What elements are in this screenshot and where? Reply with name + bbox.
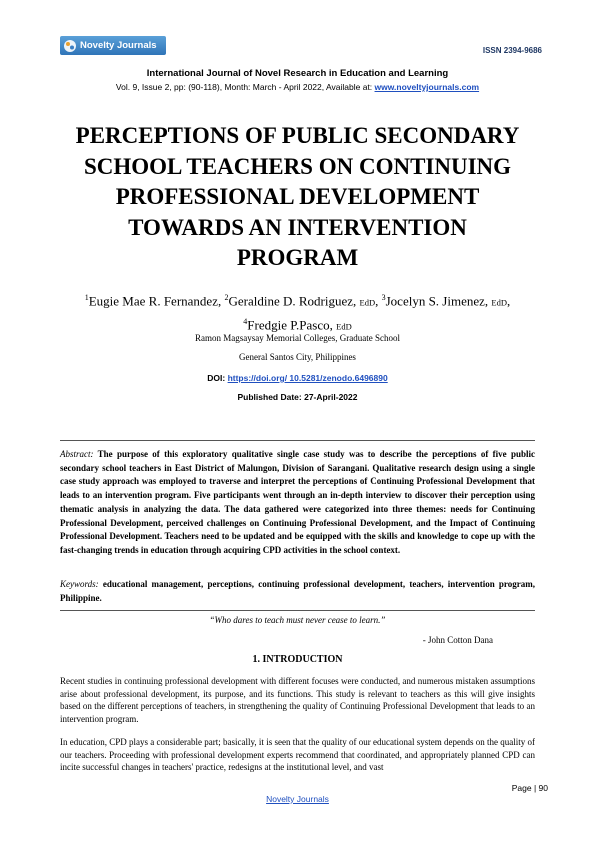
volume-info [0,82,595,92]
author-degree: EdD [336,321,352,332]
affiliation-institution: Ramon Magsaysay Memorial Colleges, Graduate School [195,333,400,343]
doi-label: DOI: [207,373,228,383]
title-line: PROFESSIONAL DEVELOPMENT [115,184,480,209]
paper-title [60,121,535,274]
author-list [60,288,535,337]
title-line: PERCEPTIONS OF PUBLIC SECONDARY [75,123,520,148]
issn-number: ISSN 2394-9686 [482,46,542,55]
abstract [60,448,535,558]
logo-text: Novelty Journals [80,40,157,51]
author-affiliation-mark: 3 [381,293,386,302]
epigraph-quote: “Who dares to teach must never cease to learn.” [209,615,386,625]
doi-link[interactable]: https://doi.org/ 10.5281/zenodo.6496890 [227,373,388,383]
abstract-text: The purpose of this exploratory qualitative single case study was to describe the perceptions of five public secondary school teachers in East District of Malungon, Division of Sarangani. Qualitative research design using a single case study approach was employed to traverse and interpret the perceptions of Continuing Professional Development that leads to an intervention program. Five participants went through an in-depth interview to discover their perception using thematic analysis in analyzing the data. The data gathered were categorized into three themes: needs for Continuing Professional Development, perceived challenges on Continuing Professional Development, and the Impact of Continuing Professional Development. Teachers need to be updated and be equipped with the skills and knowledge to cope up with the fast-changing trends in education through acquiring CPD activities in the school context. [60,449,535,555]
page-number: Page | 90 [511,783,548,793]
title-line: SCHOOL TEACHERS ON CONTINUING [83,153,512,179]
author-degree: EdD [359,297,376,308]
footer-journal-link[interactable]: Novelty Journals [266,794,329,804]
body-paragraph: Recent studies in continuing professional development with different focuses were conducted, and numerous mistaken assumptions arise about professional development, its purpose, and its functions. This study is relevant to teachers as this will give insights based on the different perceptions of teachers, in strengthening the quality of Continuing Professional Development that leads to an intervention program. [60,676,535,725]
keywords-label: Keywords: [60,579,99,589]
author-affiliation-mark: 2 [224,293,229,302]
abstract-label: Abstract: [60,449,94,459]
body-paragraph: In education, CPD plays a considerable part; basically, it is seen that the quality of our educational system depends on the quality of our teachers. Proceeding with professional development experts recommend that coordinated, and appropriately planned CPD can incite successful changes in teachers' practice, redesigns at the institutional level, and vast [60,737,535,773]
abstract-top-rule [60,440,535,441]
keywords-text: educational management, perceptions, continuing professional development, teachers, intervention program, Philippine. [60,579,536,603]
journal-website-link[interactable]: www.noveltyjournals.com [374,82,480,92]
doi-line [0,373,595,383]
author-line: $^4$Fredgie P.Pasco, EdD [243,317,352,333]
author-degree: EdD [491,297,507,308]
author-line: $^1$Eugie Mae R. Fernandez, $^2$Geraldine D. Rodriguez, EdD, $^3$Jocelyn S. Jimenez, EdD, [84,293,511,309]
affiliation-location: General Santos City, Philippines [239,352,356,362]
volume-text: Vol. 9, Issue 2, pp: (90-118), Month: March - April 2022, Available at: [115,82,375,92]
author-name: Jocelyn S. Jimenez [385,293,485,309]
abstract-bottom-rule [60,610,535,611]
keywords [60,578,535,605]
author-name: Eugie Mae R. Fernandez [88,293,218,309]
section-heading: 1. INTRODUCTION [252,654,343,665]
journal-logo [60,36,166,55]
title-line: TOWARDS AN INTERVENTION [128,214,467,240]
epigraph-author: - John Cotton Dana [422,635,493,645]
globe-icon [63,39,77,53]
author-name: Geraldine D. Rodriguez [228,293,354,309]
published-date: Published Date: 27-April-2022 [237,392,358,402]
author-affiliation-mark: 4 [243,317,248,327]
journal-title: International Journal of Novel Research in Education and Learning [146,68,449,79]
author-name: Fredgie P.Pasco [247,317,330,333]
title-line: PROGRAM [236,245,359,270]
author-affiliation-mark: 1 [84,293,89,302]
